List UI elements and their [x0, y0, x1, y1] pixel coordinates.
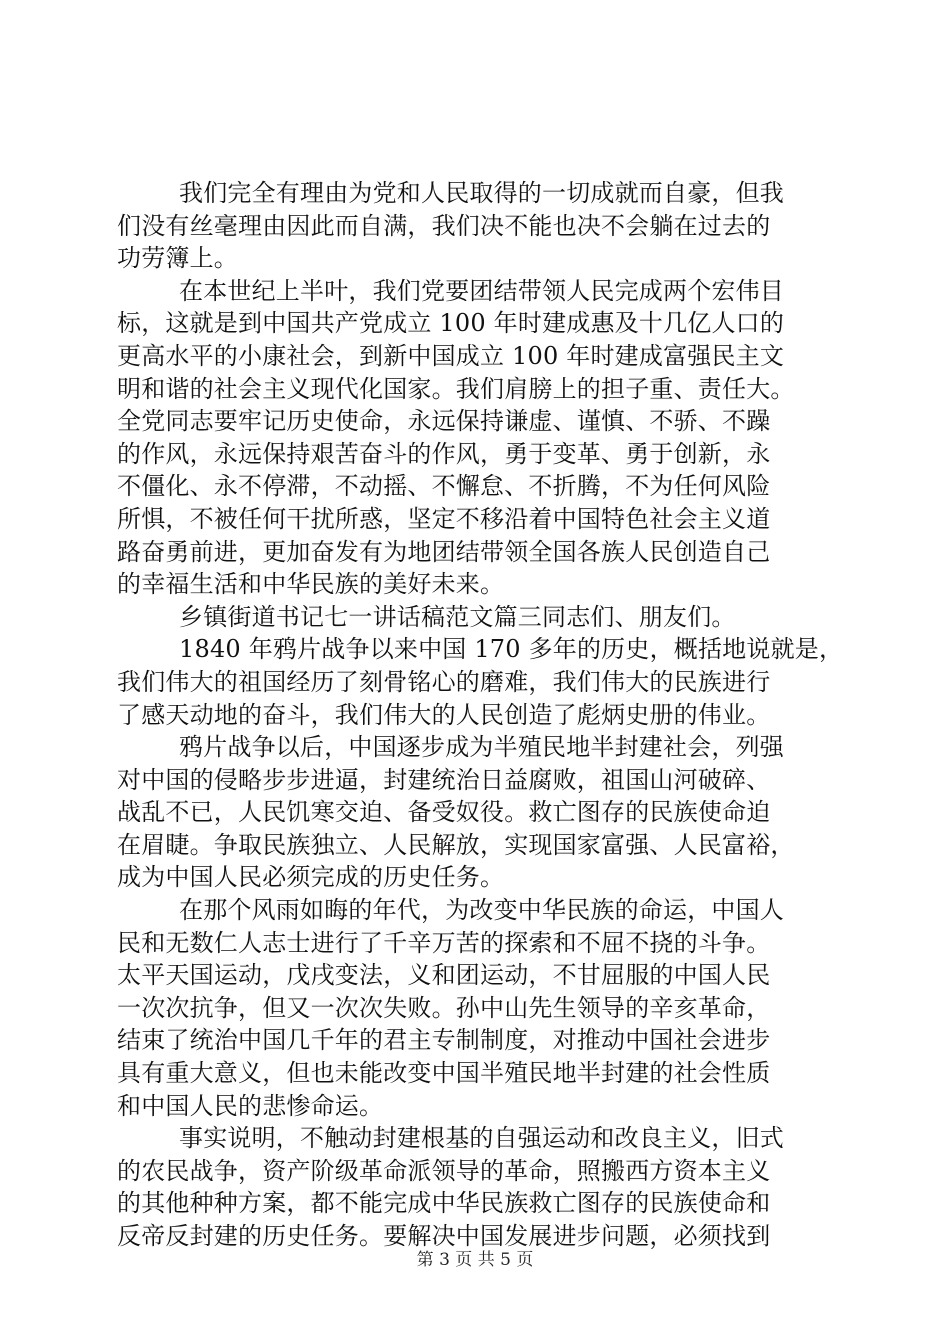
- text-line: 在本世纪上半叶，我们党要团结带领人民完成两个宏伟目: [179, 276, 784, 305]
- text-line: 成为中国人民必须完成的历史任务。: [117, 863, 505, 892]
- text-line: 我们伟大的祖国经历了刻骨铭心的磨难，我们伟大的民族进行: [117, 667, 771, 696]
- text-line: 们没有丝毫理由因此而自满，我们决不能也决不会躺在过去的: [117, 211, 771, 240]
- page-footer: 第 3 页 共 5 页: [416, 1250, 534, 1270]
- text-line: 反帝反封建的历史任务。要解决中国发展进步问题，必须找到: [117, 1222, 771, 1250]
- text-line: 战乱不已，人民饥寒交迫、备受奴役。救亡图存的民族使命迫: [117, 798, 771, 827]
- text-line: 路奋勇前进，更加奋发有为地团结带领全国各族人民创造自己: [117, 537, 771, 566]
- text-line: 所惧，不被任何干扰所惑，坚定不移沿着中国特色社会主义道: [117, 504, 771, 533]
- text-line: 事实说明，不触动封建根基的自强运动和改良主义，旧式: [179, 1124, 784, 1153]
- text-line: 的其他种种方案，都不能完成中华民族救亡图存的民族使命和: [117, 1189, 771, 1218]
- text-line: 的幸福生活和中华民族的美好未来。: [117, 570, 505, 599]
- text-line: 标，这就是到中国共产党成立 100 年时建成惠及十几亿人口的: [117, 309, 785, 338]
- text-line: 一次次抗争，但又一次次失败。孙中山先生领导的辛亥革命，: [117, 993, 771, 1022]
- text-line: 在眉睫。争取民族独立、人民解放，实现国家富强、人民富裕，: [117, 830, 795, 859]
- text-line: 的作风，永远保持艰苦奋斗的作风，勇于变革、勇于创新，永: [117, 439, 771, 468]
- text-line: 民和无数仁人志士进行了千辛万苦的探索和不屈不挠的斗争。: [117, 928, 771, 957]
- text-line: 鸦片战争以后，中国逐步成为半殖民地半封建社会，列强: [179, 733, 784, 762]
- text-line: 在那个风雨如晦的年代，为改变中华民族的命运，中国人: [179, 896, 784, 925]
- text-line: 我们完全有理由为党和人民取得的一切成就而自豪，但我: [179, 179, 784, 207]
- text-line: 更高水平的小康社会，到新中国成立 100 年时建成富强民主文: [117, 341, 785, 370]
- text-line: 1840 年鸦片战争以来中国 170 多年的历史，概括地说就是，: [179, 635, 844, 664]
- text-line: 结束了统治中国几千年的君主专制制度，对推动中国社会进步: [117, 1026, 771, 1055]
- text-line: 具有重大意义，但也未能改变中国半殖民地半封建的社会性质: [117, 1059, 771, 1088]
- text-line: 乡镇街道书记七一讲话稿范文篇三同志们、朋友们。: [179, 602, 736, 631]
- text-line: 不僵化、永不停滞，不动摇、不懈怠、不折腾，不为任何风险: [117, 472, 771, 501]
- text-line: 太平天国运动，戊戌变法，义和团运动，不甘屈服的中国人民: [117, 961, 771, 990]
- text-line: 和中国人民的悲惨命运。: [117, 1091, 384, 1120]
- text-line: 全党同志要牢记历史使命，永远保持谦虚、谨慎、不骄、不躁: [117, 407, 771, 436]
- text-line: 了感天动地的奋斗，我们伟大的人民创造了彪炳史册的伟业。: [117, 700, 771, 729]
- text-line: 的农民战争，资产阶级革命派领导的革命，照搬西方资本主义: [117, 1156, 771, 1185]
- text-line: 功劳簿上。: [117, 244, 238, 273]
- text-line: 明和谐的社会主义现代化国家。我们肩膀上的担子重、责任大。: [117, 374, 795, 403]
- body-text: [117, 177, 844, 1253]
- text-line: 对中国的侵略步步进逼，封建统治日益腐败，祖国山河破碎、: [117, 765, 771, 794]
